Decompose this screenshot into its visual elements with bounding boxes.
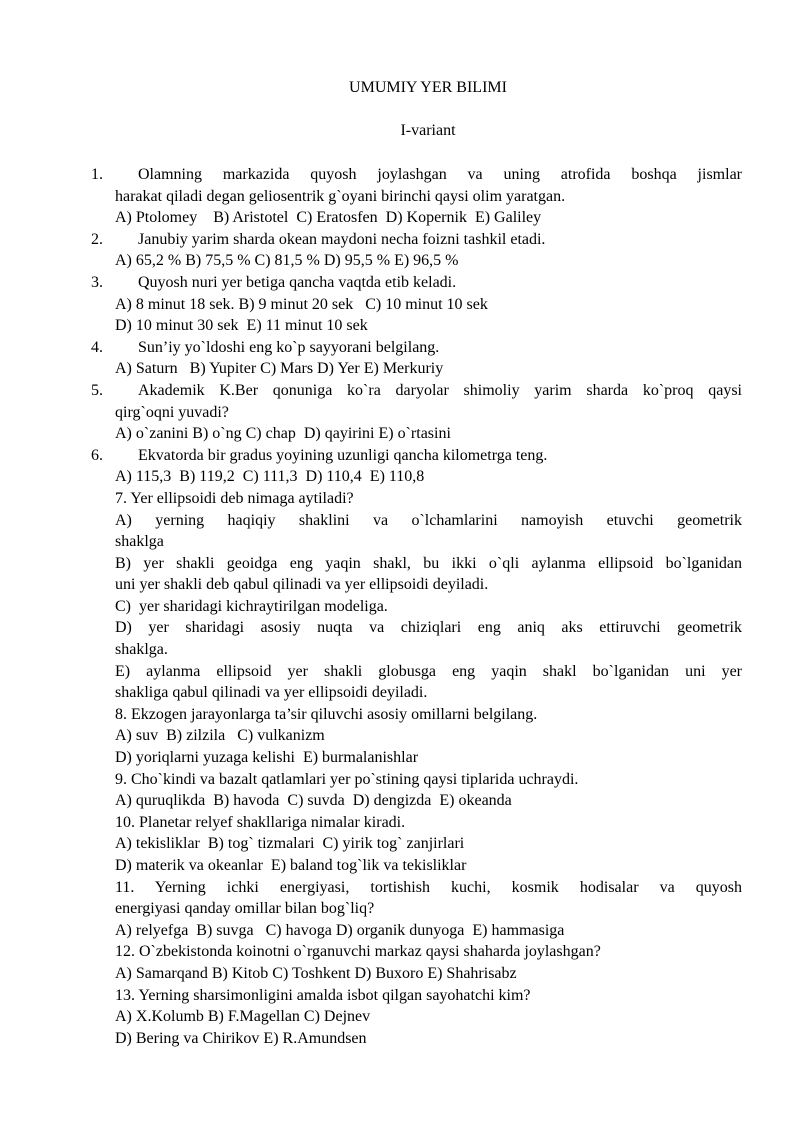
answer-option-d-cont: shaklga. <box>115 641 168 659</box>
question-text: Akademik K.Ber qonuniga ko`ra daryolar shimoliy yarim sharda ko`proq qaysi <box>138 381 742 399</box>
question-text: Quyosh nuri yer betiga qancha vaqtda etib keladi. <box>138 273 457 291</box>
question-number: 6. <box>91 446 103 464</box>
question-13-text: 13. Yerning sharsimonligini amalda isbot qilgan sayohatchi kim? <box>115 986 531 1004</box>
answer-option-a: A) yerning haqiqiy shaklini va o`lchamlarini namoyish etuvchi geometrik <box>115 511 742 529</box>
question-7-text: 7. Yer ellipsoidi deb nimaga aytiladi? <box>115 489 354 507</box>
answer-options: A) 65,2 % B) 75,5 % C) 81,5 % D) 95,5 % E) 96,5 % <box>115 252 459 270</box>
answer-option-b: B) yer shakli geoidga eng yaqin shakl, bu ikki o`qli aylanma ellipsoid bo`lganidan <box>115 554 742 572</box>
answer-option-b-cont: uni yer shakli deb qabul qilinadi va yer ellipsoidi deyiladi. <box>115 576 489 594</box>
question-4 <box>0 337 800 359</box>
answer-option-e-cont: shakliga qabul qilinadi va yer ellipsoidi deyiladi. <box>115 684 428 702</box>
answer-option-e: E) aylanma ellipsoid yer shakli globusga eng yaqin shakl bo`lganidan uni yer <box>115 662 742 680</box>
answer-options: A) quruqlikda B) havoda C) suvda D) dengizda E) okeanda <box>115 792 512 810</box>
answer-options: A) relyefga B) suvga C) havoga D) organik dunyoga E) hammasiga <box>115 921 565 939</box>
question-10-text: 10. Planetar relyef shakllariga nimalar kiradi. <box>115 813 406 831</box>
answer-option-a-cont: shaklga <box>115 533 164 551</box>
answer-options: A) tekisliklar B) tog` tizmalari C) yirik tog` zanjirlari <box>115 835 465 853</box>
question-11-text: 11. Yerning ichki energiyasi, tortishish kuchi, kosmik hodisalar va quyosh <box>115 878 742 896</box>
question-text: Janubiy yarim sharda okean maydoni necha foizni tashkil etadi. <box>138 230 546 248</box>
question-12-text: 12. O`zbekistonda koinotni o`rganuvchi markaz qaysi shaharda joylashgan? <box>115 943 601 961</box>
question-text: Sun’iy yo`ldoshi eng ko`p sayyorani belgilang. <box>138 338 440 356</box>
answer-option-c: C) yer sharidagi kichraytirilgan modeliga. <box>115 597 388 615</box>
answer-options: D) yoriqlarni yuzaga kelishi E) burmalanishlar <box>115 749 419 767</box>
answer-options: A) 115,3 B) 119,2 C) 111,3 D) 110,4 E) 110,8 <box>115 468 425 486</box>
question-text: Olamning markazida quyosh joylashgan va uning atrofida boshqa jismlar <box>138 166 742 183</box>
answer-options: A) Samarqand B) Kitob C) Toshkent D) Buxoro E) Shahrisabz <box>115 964 517 982</box>
answer-option-d: D) yer sharidagi asosiy nuqta va chiziqlari eng aniq aks ettiruvchi geometrik <box>115 619 742 637</box>
question-11-text-cont: energiyasi qanday omillar bilan bog`liq? <box>115 900 375 918</box>
question-number: 1. <box>91 166 103 183</box>
question-number: 3. <box>91 273 103 291</box>
question-1 <box>0 164 800 186</box>
question-number: 4. <box>91 338 103 356</box>
question-3 <box>0 272 800 294</box>
question-text: qirg`oqni yuvadi? <box>115 403 229 421</box>
question-text: Ekvatorda bir gradus yoyining uzunligi qancha kilometrga teng. <box>138 446 548 464</box>
answer-options: A) 8 minut 18 sek. B) 9 minut 20 sek C) 10 minut 10 sek <box>115 295 488 313</box>
variant-subtitle: I-variant <box>400 122 456 139</box>
question-6 <box>0 445 800 467</box>
question-2 <box>0 229 800 251</box>
answer-options: A) Ptolomey B) Aristotel C) Eratosfen D) Kopernik E) Galiley <box>115 209 542 227</box>
question-number: 2. <box>91 230 103 248</box>
question-9-text: 9. Cho`kindi va bazalt qatlamlari yer po`stining qaysi tiplarida uchraydi. <box>115 770 579 788</box>
answer-options: A) X.Kolumb B) F.Magellan C) Dejnev <box>115 1008 371 1026</box>
answer-options: A) Saturn B) Yupiter C) Mars D) Yer E) Merkuriy <box>115 360 444 378</box>
question-5 <box>0 380 800 402</box>
answer-options: A) o`zanini B) o`ng C) chap D) qayirini E) o`rtasini <box>115 425 451 443</box>
question-8-text: 8. Ekzogen jarayonlarga ta’sir qiluvchi asosiy omillarni belgilang. <box>115 705 538 723</box>
question-list <box>0 164 800 1049</box>
answer-options: D) Bering va Chirikov E) R.Amundsen <box>115 1029 367 1047</box>
answer-options: D) 10 minut 30 sek E) 11 minut 10 sek <box>115 317 368 335</box>
question-number: 5. <box>91 381 103 399</box>
answer-options: A) suv B) zilzila C) vulkanizm <box>115 727 325 745</box>
document-title: UMUMIY YER BILIMI <box>349 79 507 96</box>
question-text: harakat qiladi degan geliosentrik g`oyani birinchi qaysi olim yaratgan. <box>115 187 566 205</box>
answer-options: D) materik va okeanlar E) baland tog`lik va tekisliklar <box>115 857 467 874</box>
